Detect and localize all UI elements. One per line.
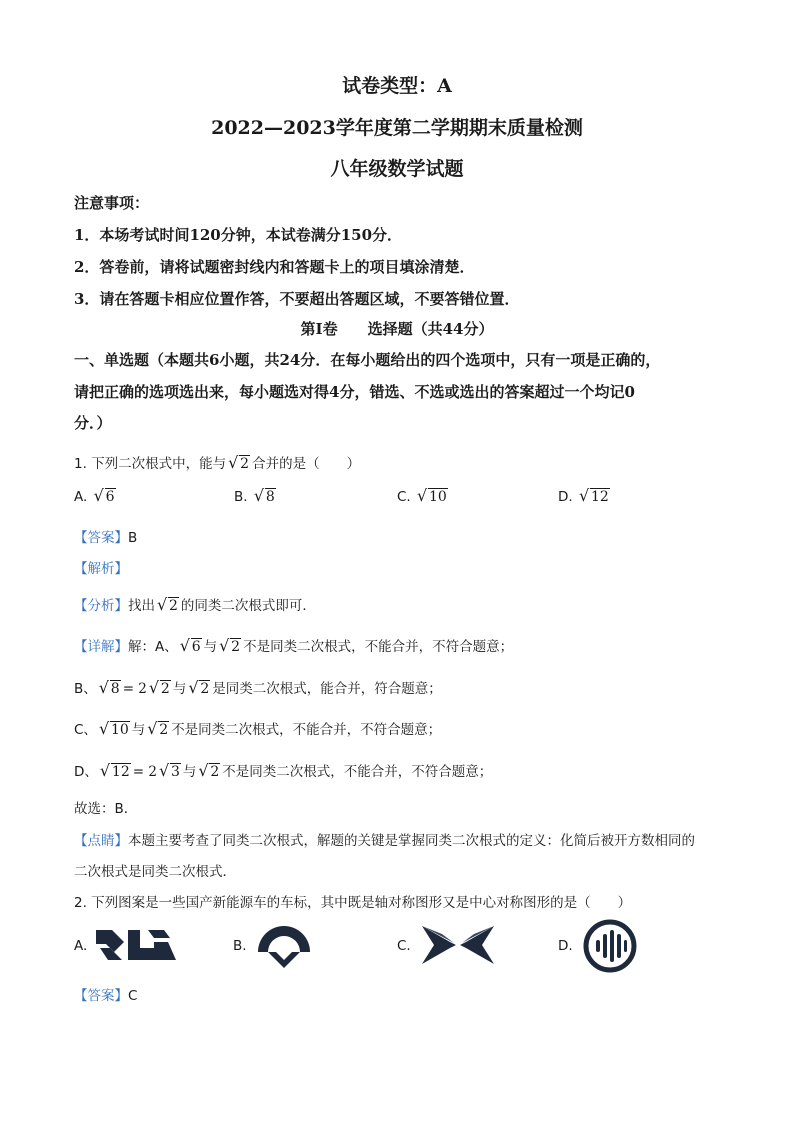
- option-letter: D.: [558, 489, 573, 505]
- section-instruction-line-2: 请把正确的选项选出来，每小题选对得4分，错选、不选或选出的答案超过一个均记0: [74, 383, 635, 401]
- radicand: 2: [200, 681, 210, 697]
- q1-detail-d: [74, 760, 492, 780]
- option-radicand: 12: [590, 489, 609, 505]
- equation-text: = 2: [132, 764, 157, 780]
- q1-choose: 故选：B．: [74, 801, 138, 817]
- q1-option-b: [234, 486, 278, 505]
- radicand: 2: [210, 764, 220, 780]
- sqrt-symbol: √ 10: [417, 486, 447, 505]
- q2-option-a-letter: A.: [74, 938, 88, 954]
- notice-heading: 注意事项：: [74, 194, 150, 212]
- q1-comment-line-2: 二次根式是同类二次根式．: [74, 864, 236, 880]
- fenxi-tag: 【分析】: [74, 598, 128, 614]
- q1-detail-b: [74, 677, 442, 697]
- answer-value: C: [128, 988, 138, 1004]
- sqrt-symbol: √ 12: [578, 486, 609, 505]
- sqrt-symbol: √ 2: [198, 761, 220, 780]
- radicand: 2: [160, 681, 170, 697]
- q1-option-d: [558, 486, 612, 505]
- q2-option-b-letter: B.: [233, 938, 247, 954]
- q1-detail-a: [74, 635, 513, 655]
- paper-type: 试卷类型：A: [342, 75, 452, 97]
- q1-stem: [74, 452, 360, 472]
- q1-answer: [74, 526, 137, 546]
- q1-stem-radicand: 2: [240, 456, 250, 472]
- q2-answer: [74, 984, 137, 1004]
- detail-text: 不是同类二次根式，不能合并，不符合题意；: [171, 722, 442, 738]
- q1-comment-line-1: [74, 829, 695, 849]
- detail-text: D、: [74, 764, 98, 780]
- option-radicand: 6: [105, 489, 115, 505]
- option-radicand: 10: [429, 489, 447, 505]
- detail-text: 与: [182, 764, 197, 780]
- section-instruction-line-3: 分．）: [74, 414, 112, 432]
- fenxi-tail: 的同类二次根式即可．: [180, 598, 316, 614]
- q1-stem-text: 1. 下列二次根式中，能与: [74, 456, 227, 472]
- sqrt-symbol: √ 6: [179, 636, 201, 655]
- detail-text: 解：A、: [128, 639, 178, 655]
- detail-text: C、: [74, 722, 97, 738]
- radicand: 2: [159, 722, 169, 738]
- detail-text: 不是同类二次根式，不能合并，不符合题意；: [243, 639, 514, 655]
- equation-text: = 2: [122, 681, 147, 697]
- option-letter: C.: [397, 489, 411, 505]
- sqrt-symbol: √ 12: [99, 761, 130, 780]
- subject-title: 八年级数学试题: [330, 158, 464, 180]
- notice-item-1: 1．本场考试时间120分钟，本试卷满分150分．: [74, 226, 403, 244]
- detail-text: 是同类二次根式，能合并，符合题意；: [212, 681, 442, 697]
- q1-option-a: [74, 486, 118, 505]
- radicand: 10: [110, 722, 129, 738]
- logo-a-icon: [94, 928, 176, 962]
- option-radicand: 8: [265, 489, 275, 505]
- q1-option-c: [397, 486, 450, 505]
- sqrt-symbol: √ 6: [93, 486, 115, 505]
- fenxi-text: 找出: [128, 598, 155, 614]
- sqrt-symbol: √ 2: [157, 595, 178, 614]
- radicand: 2: [231, 639, 241, 655]
- q2-stem: 2. 下列图案是一些国产新能源车的车标，其中既是轴对称图形又是中心对称图形的是（ ）: [74, 895, 632, 911]
- sqrt-symbol: √ 2: [148, 678, 170, 697]
- q1-fenxi: [74, 594, 316, 614]
- section-instruction-line-1: 一、单选题（本题共6小题，共24分．在每小题给出的四个选项中，只有一项是正确的，: [74, 351, 661, 369]
- radicand: 12: [111, 764, 130, 780]
- detail-text: B、: [74, 681, 97, 697]
- sqrt-symbol: √ 8: [98, 678, 120, 697]
- q1-stem-tail: 合并的是（ ）: [252, 456, 361, 472]
- q1-detail-c: [74, 718, 441, 738]
- radicand: 2: [169, 598, 178, 614]
- notice-item-3: 3．请在答题卡相应位置作答，不要超出答题区域，不要答错位置．: [74, 290, 520, 308]
- sqrt-symbol: √ 2: [219, 636, 241, 655]
- nio-logo-icon: [254, 918, 314, 970]
- option-letter: A.: [74, 489, 88, 505]
- radicand: 3: [170, 764, 180, 780]
- comment-text: 本题主要考查了同类二次根式，解题的关键是掌握同类二次根式的定义：化简后被开方数相同的: [128, 833, 695, 849]
- option-letter: B.: [234, 489, 248, 505]
- sqrt-symbol: √ 8: [253, 486, 275, 505]
- answer-tag: 【答案】: [74, 530, 128, 546]
- sqrt-symbol: √ 3: [158, 761, 180, 780]
- circle-bars-logo-icon: [582, 918, 638, 974]
- sqrt-symbol: √ 2: [147, 719, 169, 738]
- q2-option-c-letter: C.: [397, 938, 411, 954]
- comment-tag: 【点睛】: [74, 833, 128, 849]
- detail-text: 不是同类二次根式，不能合并，不符合题意；: [222, 764, 493, 780]
- sqrt-symbol: √ 2: [188, 678, 210, 697]
- q1-analysis-tag: 【解析】: [74, 561, 128, 577]
- radicand: 6: [191, 639, 201, 655]
- answer-value: B: [128, 530, 138, 546]
- sqrt-symbol: √ 2: [228, 453, 250, 472]
- q2-option-d-letter: D.: [558, 938, 573, 954]
- radicand: 8: [110, 681, 120, 697]
- detail-text: 与: [203, 639, 218, 655]
- detail-text: 与: [172, 681, 187, 697]
- detail-text: 与: [131, 722, 146, 738]
- detail-tag: 【详解】: [74, 639, 128, 655]
- answer-tag: 【答案】: [74, 988, 128, 1004]
- section-title: 第Ⅰ卷 选择题（共44分）: [300, 320, 494, 338]
- sqrt-symbol: √ 10: [98, 719, 129, 738]
- xpeng-logo-icon: [420, 924, 496, 966]
- exam-title: 2022—2023学年度第二学期期末质量检测: [211, 117, 583, 139]
- notice-item-2: 2．答卷前，请将试题密封线内和答题卡上的项目填涂清楚．: [74, 258, 475, 276]
